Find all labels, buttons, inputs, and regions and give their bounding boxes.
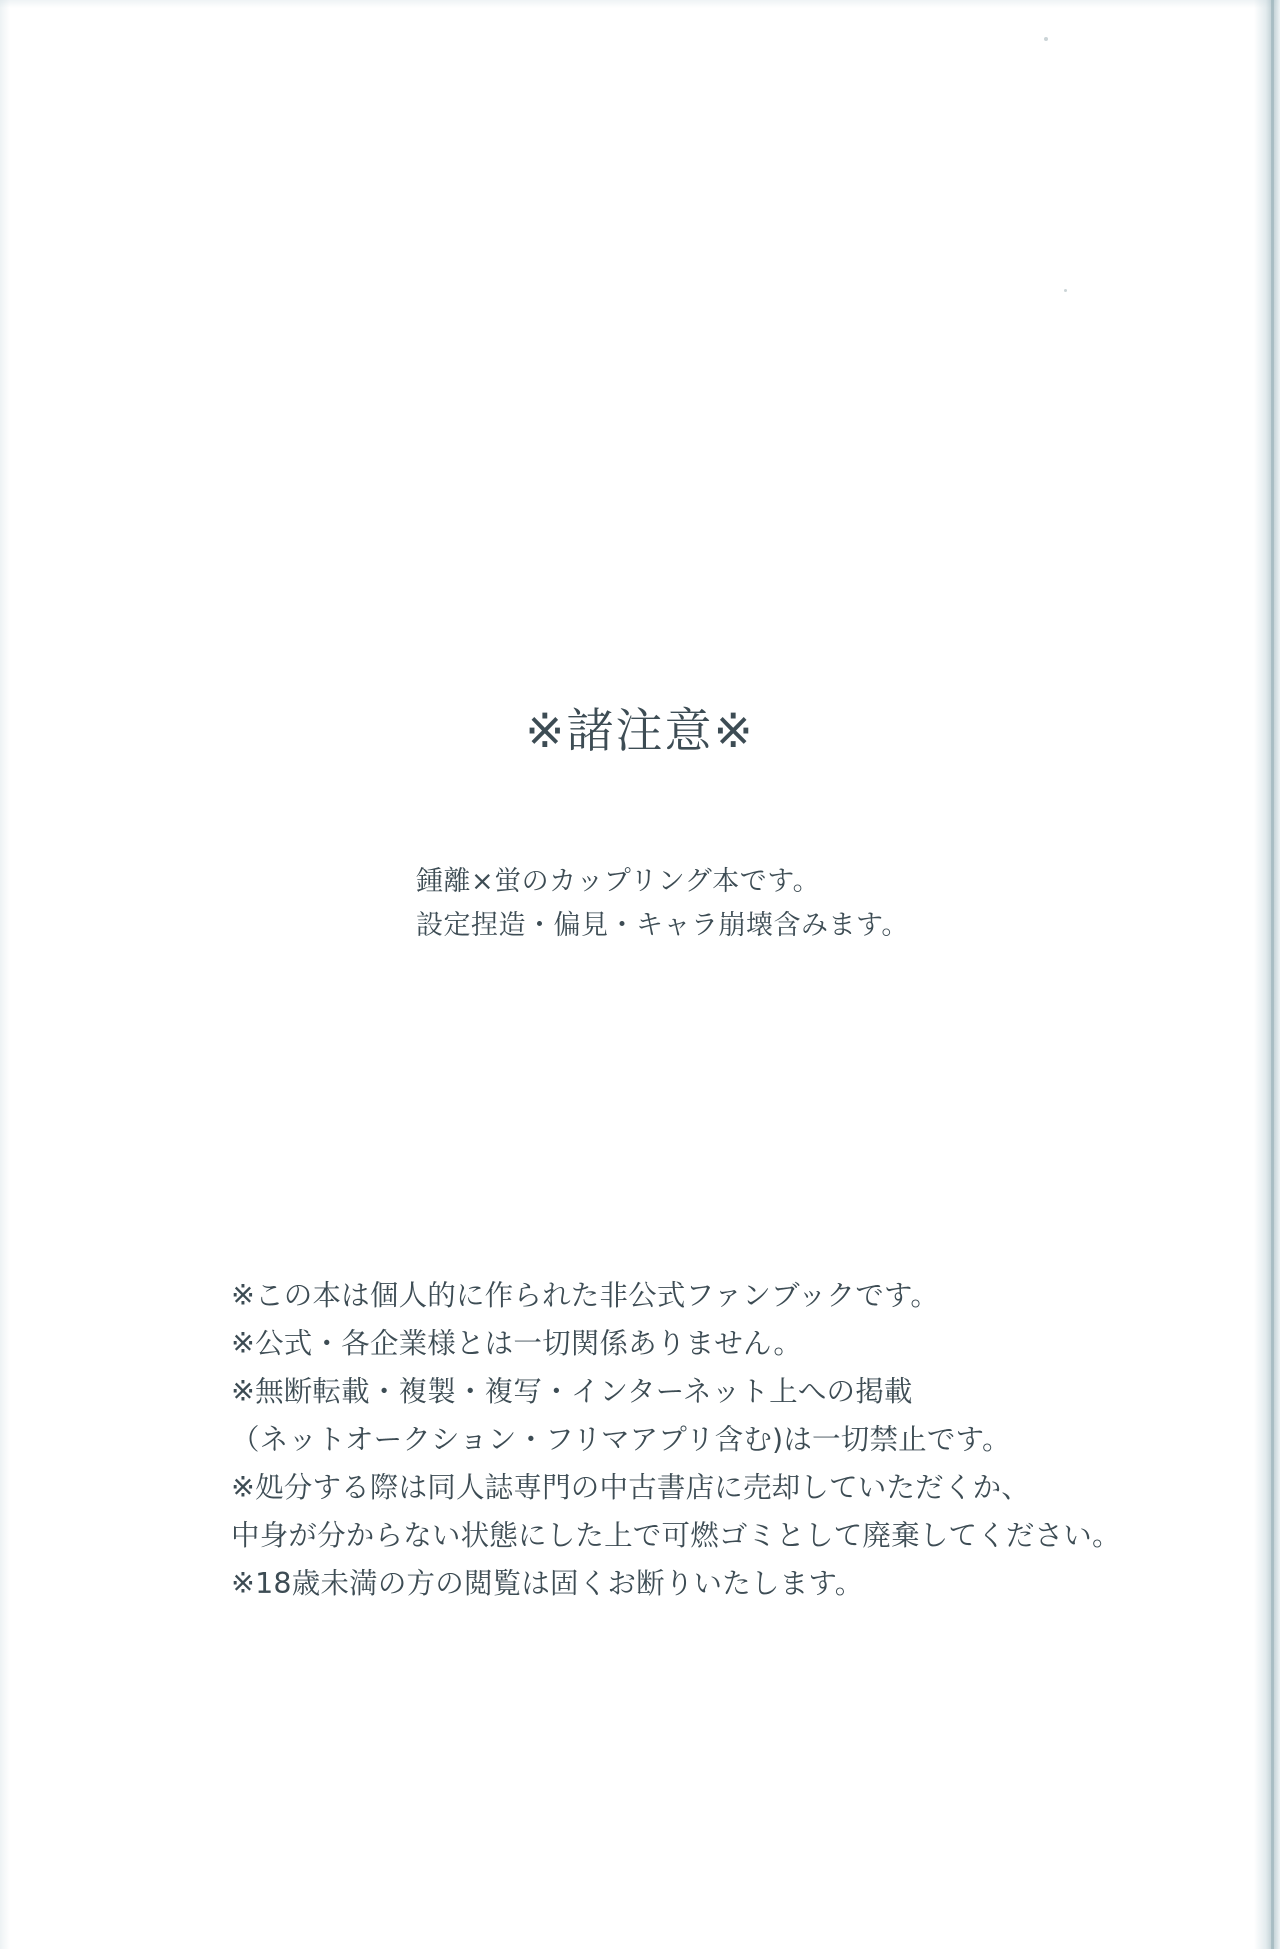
intro-line: 鍾離×蛍のカップリング本です。 [416, 866, 821, 897]
notice-line: ※公式・各企業様とは一切関係ありません。 [231, 1327, 803, 1360]
intro-line: 設定捏造・偏見・キャラ崩壊含みます。 [416, 910, 909, 941]
notice-line: 中身が分からない状態にした上で可燃ゴミとして廃棄してください。 [231, 1519, 1121, 1552]
intro-block [416, 860, 909, 948]
page-edge-top [0, 0, 1280, 8]
notice-line: ※この本は個人的に作られた非公式ファンブックです。 [231, 1279, 940, 1312]
scan-speck [1064, 289, 1067, 292]
page-spine-line [1271, 0, 1274, 1949]
scan-speck [1044, 37, 1048, 41]
page-title: ※諸注意※ [525, 704, 755, 760]
notice-line: ※処分する際は同人誌専門の中古書店に売却していただくか、 [231, 1471, 1030, 1504]
notice-line: （ネットオークション・フリマアプリ含む)は一切禁止です。 [231, 1423, 1011, 1456]
notices-block [231, 1272, 1121, 1608]
page-edge-left [0, 0, 10, 1949]
notice-line: ※無断転載・複製・複写・インターネット上への掲載 [231, 1375, 913, 1408]
page-edge-right [1254, 0, 1280, 1949]
notice-line: ※18歳未満の方の閲覧は固くお断りいたします。 [231, 1567, 864, 1600]
